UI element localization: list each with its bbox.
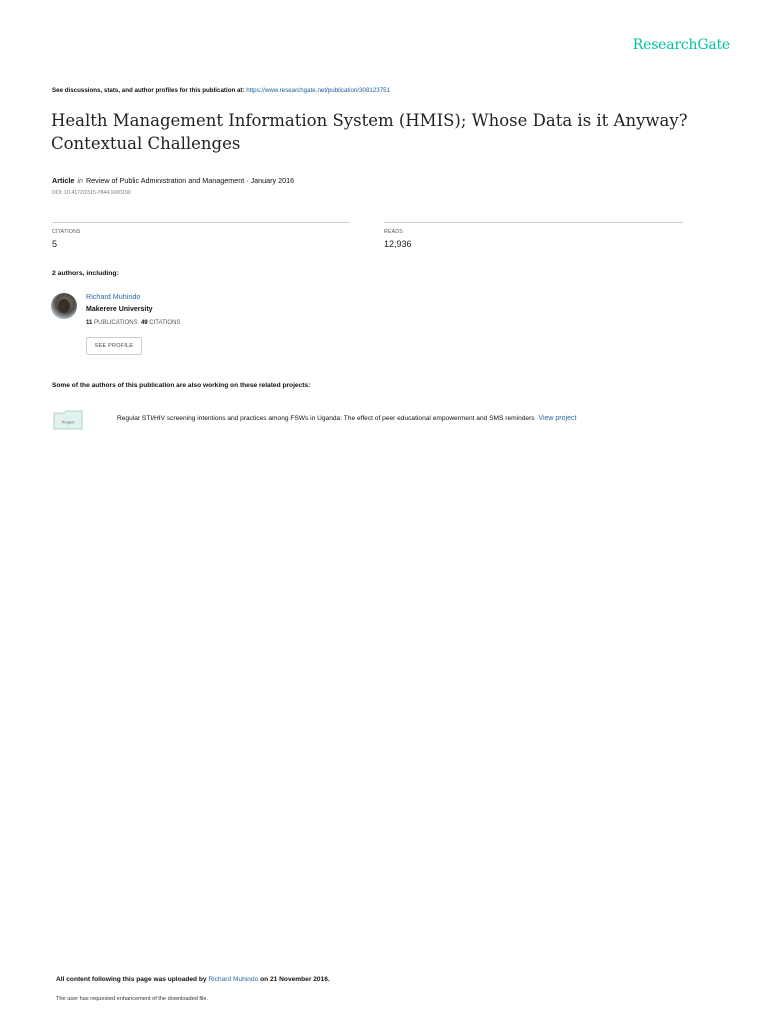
citations-label: CITATIONS <box>52 229 81 235</box>
publications-count: 11 <box>86 320 93 326</box>
publications-label: PUBLICATIONS <box>94 320 138 326</box>
project-icon-label: Project <box>61 419 75 425</box>
upload-info <box>56 976 330 983</box>
citations-divider <box>52 222 350 223</box>
uploader-link[interactable]: Richard Muhindo <box>208 976 259 983</box>
related-project <box>117 415 576 422</box>
publication-link-line <box>52 87 390 94</box>
citations-value: 5 <box>52 239 58 249</box>
project-description: Regular STI/HIV screening intentions and practices among FSWs in Uganda: The effect of peer educational empowerment and SMS reminders <box>117 415 535 422</box>
reads-value: 12,936 <box>384 239 412 249</box>
page-title: Health Management Information System (HMIS); Whose Data is it Anyway? Contextual Challenges <box>51 111 688 153</box>
see-profile-button[interactable]: SEE PROFILE <box>86 337 142 355</box>
author-citations-count: 49 <box>140 320 148 326</box>
journal-name: Review of Public Administration and Management · January 2016 <box>85 176 295 185</box>
author-stats <box>86 320 180 326</box>
avatar[interactable] <box>51 293 77 319</box>
reads-label: READS <box>384 229 403 235</box>
see-line-text: See discussions, stats, and author profiles for this publication at: <box>52 87 247 94</box>
author-institution: Makerere University <box>86 306 153 313</box>
download-note: The user has requested enhancement of the downloaded file. <box>56 996 209 1002</box>
researchgate-logo[interactable]: ResearchGate <box>632 37 730 53</box>
doi: DOI: 10.4172/2315-7844.1000190 <box>52 190 131 196</box>
article-meta <box>52 176 294 185</box>
author-name-link[interactable]: Richard Muhindo <box>86 292 141 301</box>
author-citations-label: CITATIONS <box>149 320 181 326</box>
related-projects-heading: Some of the authors of this publication are also working on these related projects: <box>52 382 311 389</box>
authors-heading: 2 authors, including: <box>52 270 119 277</box>
reads-divider <box>384 222 683 223</box>
view-project-link[interactable]: View project <box>538 415 577 422</box>
upload-suffix: on 21 November 2016. <box>258 976 330 983</box>
project-icon[interactable] <box>53 410 83 430</box>
meta-in: in <box>77 176 83 185</box>
publication-url-link[interactable]: https://www.researchgate.net/publication/308123751 <box>246 87 391 94</box>
article-type: Article <box>52 176 75 185</box>
upload-prefix: All content following this page was uploaded by <box>56 976 209 983</box>
